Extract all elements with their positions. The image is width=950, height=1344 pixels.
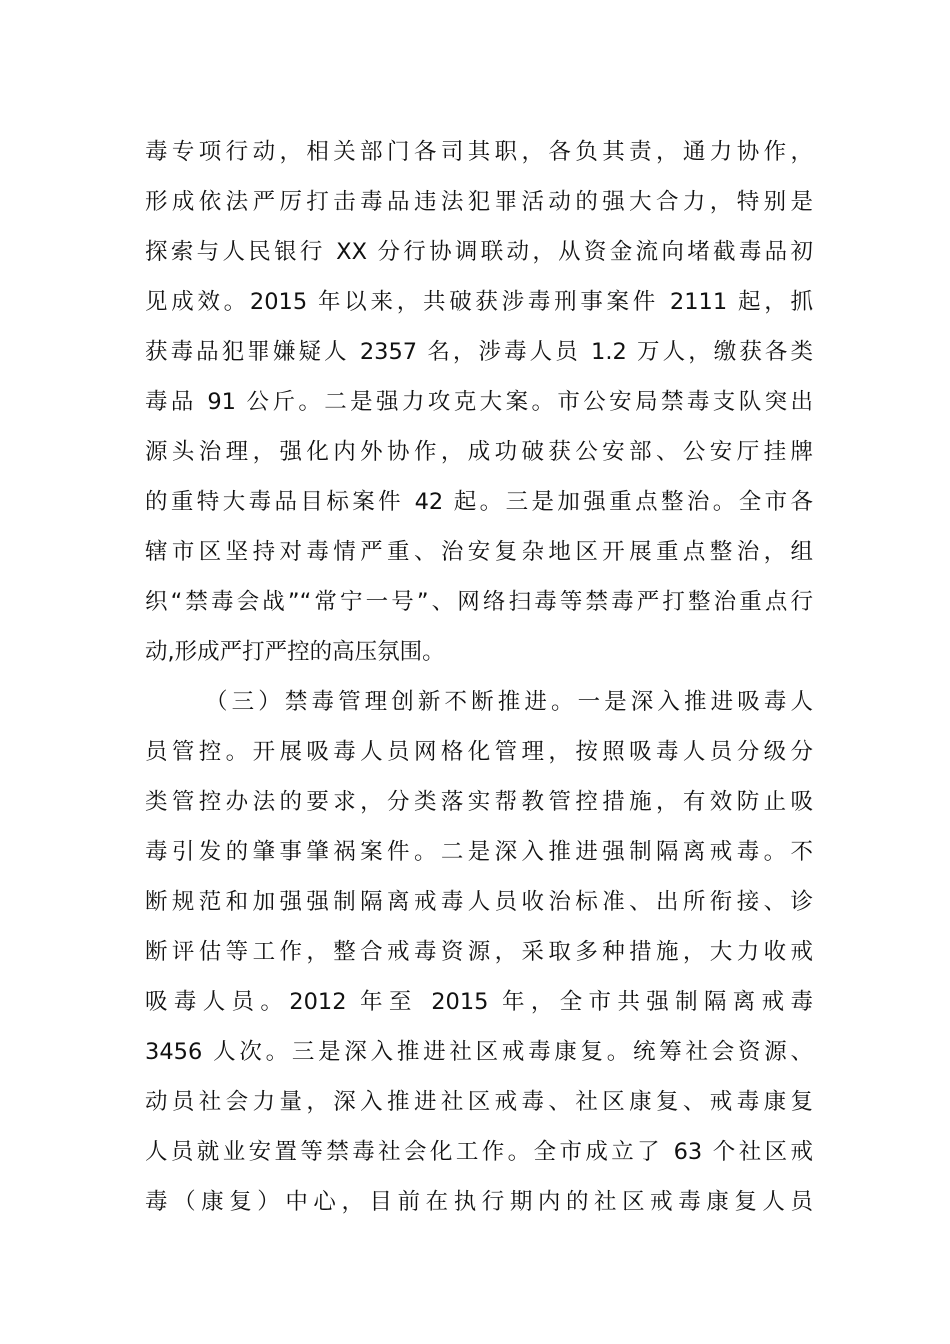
paragraph-end-line: 动,形成严打严控的高压氛围。 (145, 639, 445, 665)
text-line: 人员就业安置等禁毒社会化工作。全市成立了 63 个社区戒 (145, 1139, 813, 1165)
text-line: 获毒品犯罪嫌疑人 2357 名，涉毒人员 1.2 万人，缴获各类 (145, 339, 813, 365)
text-line: 辖市区坚持对毒情严重、治安复杂地区开展重点整治，组 (145, 539, 813, 565)
body-text (145, 127, 813, 1227)
text-line: 织“禁毒会战”“常宁一号”、网络扫毒等禁毒严打整治重点行 (145, 589, 813, 615)
text-line: 的重特大毒品目标案件 42 起。三是加强重点整治。全市各 (145, 489, 813, 515)
text-line: 探索与人民银行 XX 分行协调联动，从资金流向堵截毒品初 (145, 239, 813, 265)
text-line: 毒（康复）中心，目前在执行期内的社区戒毒康复人员 (145, 1189, 813, 1215)
text-line: 毒引发的肇事肇祸案件。二是深入推进强制隔离戒毒。不 (145, 839, 813, 865)
text-line: 源头治理，强化内外协作，成功破获公安部、公安厅挂牌 (145, 439, 813, 465)
text-line: 见成效。2015 年以来，共破获涉毒刑事案件 2111 起，抓 (145, 289, 813, 315)
text-line: 吸毒人员。2012 年至 2015 年，全市共强制隔离戒毒 (145, 989, 813, 1015)
text-line: 毒品 91 公斤。二是强力攻克大案。市公安局禁毒支队突出 (145, 389, 813, 415)
text-line: 3456 人次。三是深入推进社区戒毒康复。统筹社会资源、 (145, 1039, 813, 1065)
paragraph-heading-line: （三）禁毒管理创新不断推进。一是深入推进吸毒人 (205, 689, 813, 715)
text-line: 断评估等工作，整合戒毒资源，采取多种措施，大力收戒 (145, 939, 813, 965)
text-line: 动员社会力量，深入推进社区戒毒、社区康复、戒毒康复 (145, 1089, 813, 1115)
text-line: 类管控办法的要求，分类落实帮教管控措施，有效防止吸 (145, 789, 813, 815)
text-line: 断规范和加强强制隔离戒毒人员收治标准、出所衔接、诊 (145, 889, 813, 915)
text-line: 员管控。开展吸毒人员网格化管理，按照吸毒人员分级分 (145, 739, 813, 765)
text-line: 形成依法严厉打击毒品违法犯罪活动的强大合力，特别是 (145, 189, 813, 215)
text-line: 毒专项行动，相关部门各司其职，各负其责，通力协作， (145, 139, 813, 165)
